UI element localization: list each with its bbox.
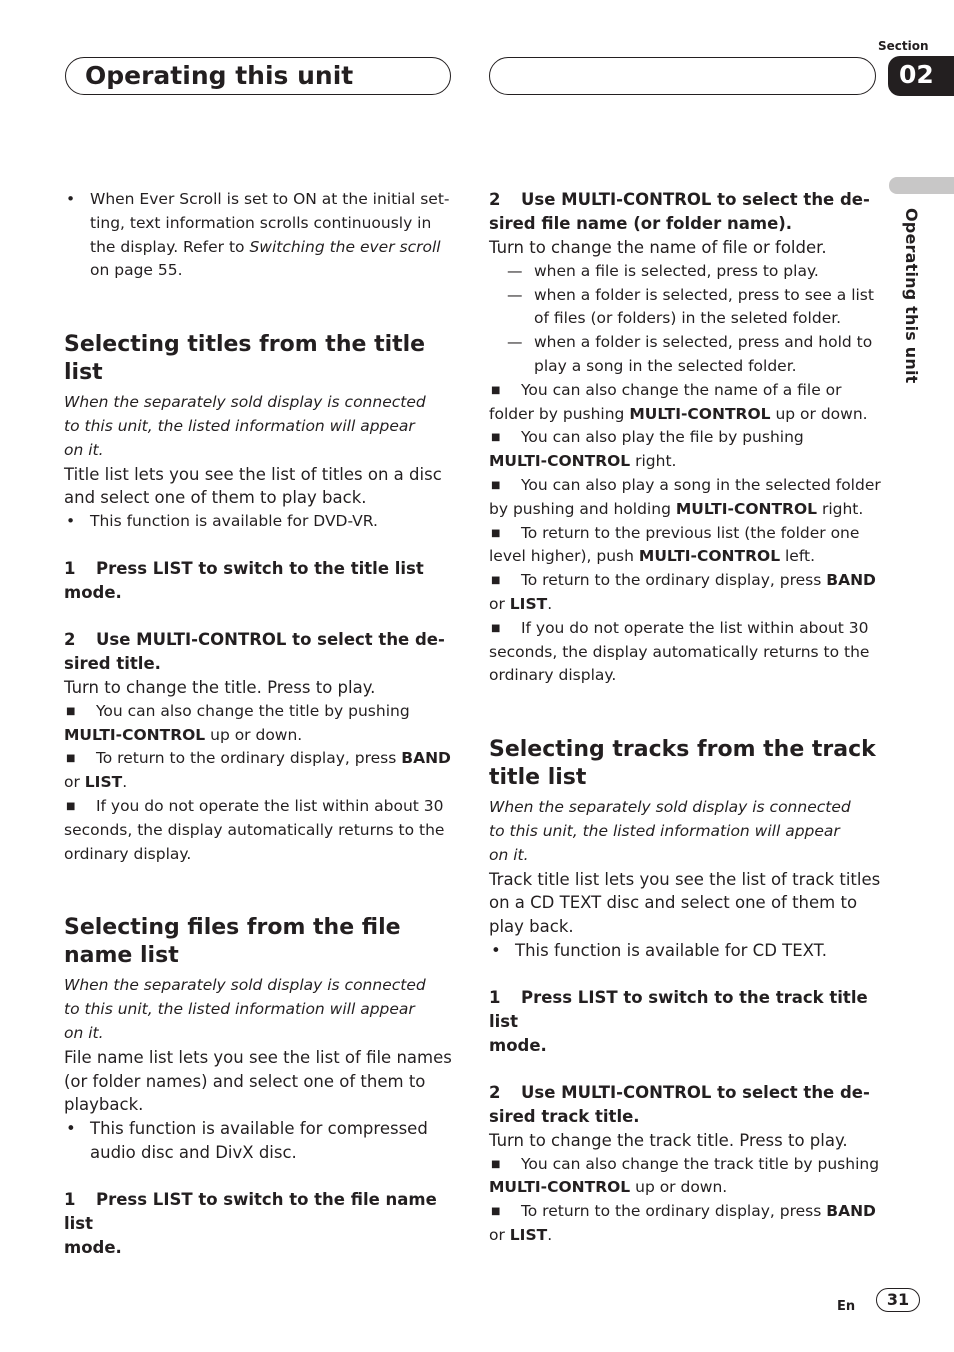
- note-item: ■ To return to the ordinary display, press BAND or LIST.: [489, 569, 881, 617]
- step-2: 2 Use MULTI-CONTROL to select the de- sired title.: [64, 629, 445, 673]
- dash-item: — when a folder is selected, press to see a list of files (or folders) in the seleted folder.: [489, 284, 881, 332]
- note-item: ■ To return to the previous list (the folder one level higher), push MULTI-CONTROL left.: [489, 522, 881, 570]
- step-1: 1 Press LIST to switch to the track title list mode.: [489, 987, 868, 1055]
- bullet-item: • This function is available for CD TEXT.: [489, 939, 881, 963]
- note-item: ■ To return to the ordinary display, press BAND or LIST.: [64, 747, 456, 795]
- step-1: 1 Press LIST to switch to the file name list mode.: [64, 1189, 437, 1257]
- header-right-frame: [489, 57, 876, 95]
- note-item: ■ If you do not operate the list within about 30 seconds, the display automatically returns to the ordinary display.: [489, 617, 881, 688]
- note-item: ■ You can also change the track title by pushing MULTI-CONTROL up or down.: [489, 1153, 881, 1201]
- note-item: ■ To return to the ordinary display, press BAND or LIST.: [489, 1200, 881, 1248]
- step-body: Turn to change the title. Press to play.: [64, 677, 376, 697]
- side-tab-marker: [889, 177, 954, 194]
- note-item: ■ You can also play a song in the selected folder by pushing and holding MULTI-CONTROL right.: [489, 474, 881, 522]
- body-text: File name list lets you see the list of file names (or folder names) and select one of them to playback.: [64, 1047, 452, 1115]
- section-heading: Selecting tracks from the track title list: [489, 737, 876, 791]
- section-heading: Selecting titles from the title list: [64, 332, 426, 386]
- side-tab-label: Operating this unit: [902, 208, 921, 384]
- language-label: En: [837, 1299, 856, 1314]
- section-number: 02: [899, 60, 934, 89]
- left-column: [64, 188, 456, 1260]
- note-item: ■ You can also change the title by pushing MULTI-CONTROL up or down.: [64, 700, 456, 748]
- step-body: Turn to change the track title. Press to play.: [489, 1130, 848, 1150]
- step-body: Turn to change the name of file or folder.: [489, 238, 827, 257]
- italic-note: When the separately sold display is connected to this unit, the listed information will appear on it.: [64, 393, 426, 459]
- section-label: Section: [878, 39, 929, 53]
- body-text: Title list lets you see the list of titles on a disc and select one of them to play back.: [64, 464, 442, 508]
- step-2: 2 Use MULTI-CONTROL to select the de- sired file name (or folder name).: [489, 190, 870, 233]
- page-title: Operating this unit: [85, 61, 354, 90]
- italic-note: When the separately sold display is connected to this unit, the listed information will appear on it.: [489, 798, 851, 864]
- dash-item: — when a folder is selected, press and hold to play a song in the selected folder.: [489, 331, 881, 379]
- note-item: ■ If you do not operate the list within about 30 seconds, the display automatically returns to the ordinary display.: [64, 795, 456, 866]
- page-number: 31: [876, 1288, 920, 1312]
- note-item: ■ You can also play the file by pushing MULTI-CONTROL right.: [489, 426, 881, 474]
- body-text: Track title list lets you see the list of track titles on a CD TEXT disc and select one of them to play back.: [489, 869, 881, 937]
- dash-item: — when a file is selected, press to play.: [489, 260, 881, 284]
- intro-bullet: • When Ever Scroll is set to ON at the initial set- ting, text information scrolls continuously in the display. Refer to Switching the ever scroll on page 55.: [64, 188, 456, 283]
- italic-note: When the separately sold display is connected to this unit, the listed information will appear on it.: [64, 976, 426, 1042]
- step-1: 1 Press LIST to switch to the title list mode.: [64, 558, 424, 602]
- right-column: [489, 188, 881, 1248]
- step-2: 2 Use MULTI-CONTROL to select the de- sired track title.: [489, 1082, 870, 1126]
- bullet-item: • This function is available for compressed audio disc and DivX disc.: [64, 1117, 456, 1165]
- section-heading: Selecting files from the file name list: [64, 915, 401, 969]
- bullet-item: • This function is available for DVD-VR.: [64, 510, 456, 534]
- note-item: ■ You can also change the name of a file or folder by pushing MULTI-CONTROL up or down.: [489, 379, 881, 427]
